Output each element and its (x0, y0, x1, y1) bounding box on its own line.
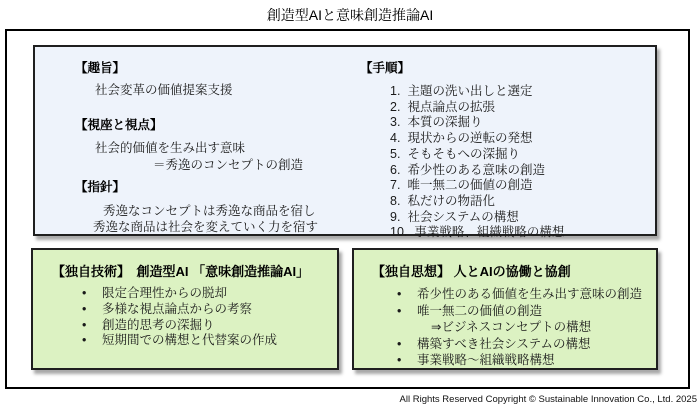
philosophy-panel-heading: 【独自思想】 人とAIの協働と協創 (372, 264, 571, 279)
procedure-step (390, 210, 564, 226)
step-number: 8. (390, 193, 401, 208)
procedure-step (390, 194, 564, 210)
procedure-list (390, 84, 564, 241)
philosophy-panel (352, 248, 658, 370)
step-number: 4. (390, 131, 401, 146)
purpose-heading: 【趣旨】 (75, 61, 126, 75)
perspective-line-2: ＝秀逸のコンセプトの創造 (153, 158, 304, 172)
policy-line-1: 秀逸なコンセプトは秀逸な商品を宿し (103, 204, 316, 218)
policy-line-2: 秀逸な商品は社会を変えていく力を宿す (93, 220, 319, 234)
bullet-marker: • (397, 303, 402, 318)
bullet-item (395, 303, 642, 320)
procedure-step (390, 115, 564, 131)
bullet-text: 短期間での構想と代替案の作成 (102, 333, 278, 348)
bullet-item (395, 352, 642, 369)
procedure-step (390, 84, 564, 100)
step-text: 本質の深掘り (407, 115, 483, 130)
bullet-marker: • (397, 353, 402, 368)
step-text: 主題の洗い出しと選定 (407, 84, 533, 98)
procedure-step (390, 100, 564, 116)
procedure-step (390, 163, 564, 179)
step-text: 視点論点の拡張 (407, 99, 495, 114)
bullet-marker: • (82, 317, 87, 332)
footer-copyright: All Rights Reserved Copyright © Sustainable Innovation Co., Ltd. 2025 (399, 394, 697, 405)
step-number: 1. (390, 84, 401, 98)
bullet-text: 多様な視点論点からの考察 (102, 301, 253, 316)
perspective-heading: 【視座と視点】 (75, 118, 163, 132)
bullet-text: 限定合理性からの脱却 (102, 286, 228, 300)
bullet-marker: • (82, 333, 87, 348)
tech-panel-heading: 【独自技術】 創造型AI 「意味創造推論AI」 (52, 264, 310, 279)
bullet-item (80, 333, 277, 349)
bullet-item (80, 286, 277, 302)
bullet-text: 希少性のある価値を生み出す意味の創造 (417, 287, 643, 301)
bullet-text: 唯一無二の価値の創造 (417, 303, 543, 318)
step-text: 社会システムの構想 (407, 209, 519, 224)
step-number: 2. (390, 99, 401, 114)
step-text: 私だけの物語化 (407, 193, 495, 208)
procedure-step (390, 131, 564, 147)
step-number: 9. (390, 209, 401, 224)
bullet-marker: • (397, 336, 402, 351)
procedure-heading: 【手順】 (360, 61, 411, 75)
bullet-item (395, 336, 642, 353)
bullet-marker: • (397, 287, 402, 301)
step-text: 唯一無二の価値の創造 (407, 178, 533, 193)
step-number: 10. (390, 225, 408, 240)
bullet-item (395, 286, 642, 303)
procedure-step (390, 178, 564, 194)
step-number: 5. (390, 146, 401, 161)
tech-bullet-list (80, 286, 277, 349)
bullet-item (80, 302, 277, 318)
slide-title: 創造型AIと意味創造推論AI (266, 7, 434, 23)
policy-heading: 【指針】 (75, 180, 126, 194)
overview-panel (33, 45, 657, 240)
philosophy-bullet-list (395, 286, 642, 369)
step-number: 7. (390, 178, 401, 193)
bullet-text: 創造的思考の深掘り (102, 317, 215, 332)
step-text: 現状からの逆転の発想 (407, 131, 533, 146)
philosophy-sub-line: ⇒ビジネスコンセプトの構想 (431, 320, 592, 335)
procedure-step (390, 225, 564, 241)
bullet-item (80, 318, 277, 334)
step-text: 事業戦略、組織戦略の構想 (414, 225, 565, 240)
bullet-marker: • (82, 301, 87, 316)
procedure-step (390, 147, 564, 163)
bullet-marker: • (82, 286, 87, 300)
step-number: 3. (390, 115, 401, 130)
purpose-text: 社会変革の価値提案支援 (95, 83, 233, 97)
tech-panel (31, 248, 339, 370)
step-text: 希少性のある意味の創造 (407, 162, 545, 177)
perspective-line-1: 社会的価値を生み出す意味 (95, 141, 246, 155)
step-text: そもそもへの深掘り (407, 146, 520, 161)
bullet-text: 事業戦略～組織戦略構想 (417, 353, 555, 368)
bullet-text: 構築すべき社会システムの構想 (417, 336, 591, 351)
step-number: 6. (390, 162, 401, 177)
